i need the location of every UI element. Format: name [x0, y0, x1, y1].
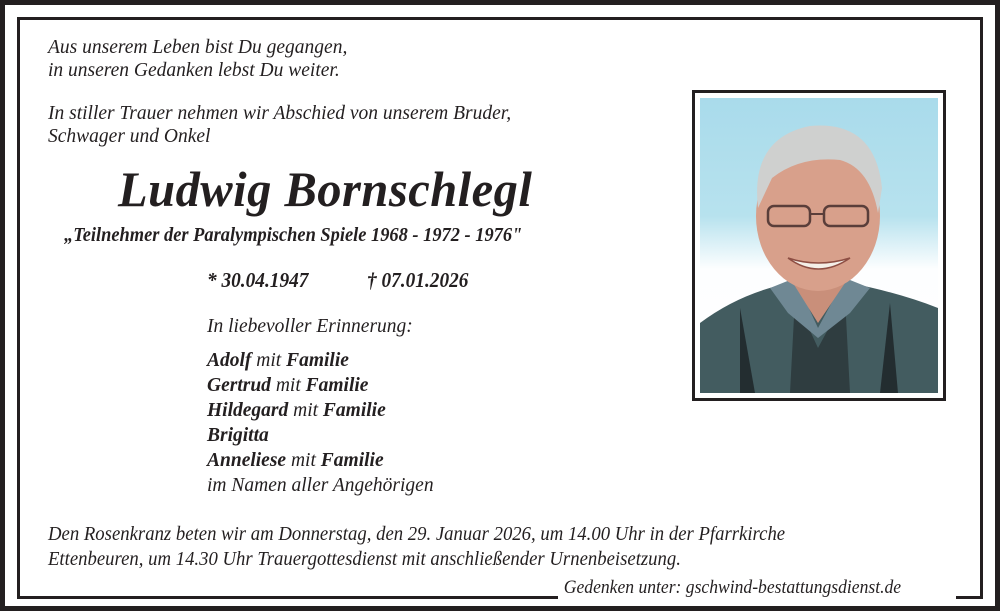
mourners-closing: im Namen aller Angehörigen [207, 475, 434, 496]
service-line-2: Ettenbeuren, um 14.30 Uhr Trauergottesdienst mit anschließender Urnenbeisetzung. [48, 549, 681, 570]
mourner-name: Anneliese [207, 450, 287, 471]
mourner-connector: mit [251, 350, 287, 371]
bottom-rule-right [956, 596, 983, 599]
mourner-row [207, 423, 434, 448]
portrait-illustration [700, 98, 938, 393]
mourner-family: Familie [286, 350, 349, 371]
bottom-rule-left [17, 596, 558, 599]
mourners-list [207, 348, 434, 498]
deceased-name: Ludwig Bornschlegl [118, 161, 533, 217]
verse-line-1: Aus unserem Leben bist Du gegangen, [48, 37, 348, 58]
mourner-connector: mit [286, 450, 321, 471]
mourner-name: Gertrud [207, 375, 271, 396]
mourner-family: Familie [320, 450, 384, 471]
mourner-row [207, 373, 434, 398]
intro-line-1: In stiller Trauer nehmen wir Abschied von unserem Bruder, [48, 103, 512, 124]
mourner-family: Familie [322, 400, 386, 421]
mourner-name: Adolf [207, 350, 252, 371]
mourner-connector: mit [270, 375, 306, 396]
death-date: † 07.01.2026 [367, 268, 469, 292]
mourner-name: Hildegard [207, 400, 289, 421]
portrait-photo [700, 98, 938, 393]
portrait-frame [692, 90, 946, 401]
birth-date: * 30.04.1947 [207, 268, 309, 292]
service-line-1: Den Rosenkranz beten wir am Donnerstag, den 29. Januar 2026, um 14.00 Uhr in der Pfarrkirche [48, 524, 786, 545]
memory-heading: In liebevoller Erinnerung: [207, 316, 413, 337]
intro-line-2: Schwager und Onkel [48, 126, 211, 147]
mourner-row [207, 398, 434, 423]
mourner-row [207, 348, 434, 373]
tribute-quote: „Teilnehmer der Paralympischen Spiele 1968 - 1972 - 1976" [64, 224, 523, 246]
mourner-connector: mit [288, 400, 323, 421]
verse-line-2: in unseren Gedanken lebst Du weiter. [48, 60, 340, 81]
mourner-name: Brigitta [207, 425, 269, 446]
mourner-row [207, 448, 434, 473]
mourner-family: Familie [305, 375, 369, 396]
memorial-website-link[interactable]: Gedenken unter: gschwind-bestattungsdienst.de [560, 578, 905, 599]
